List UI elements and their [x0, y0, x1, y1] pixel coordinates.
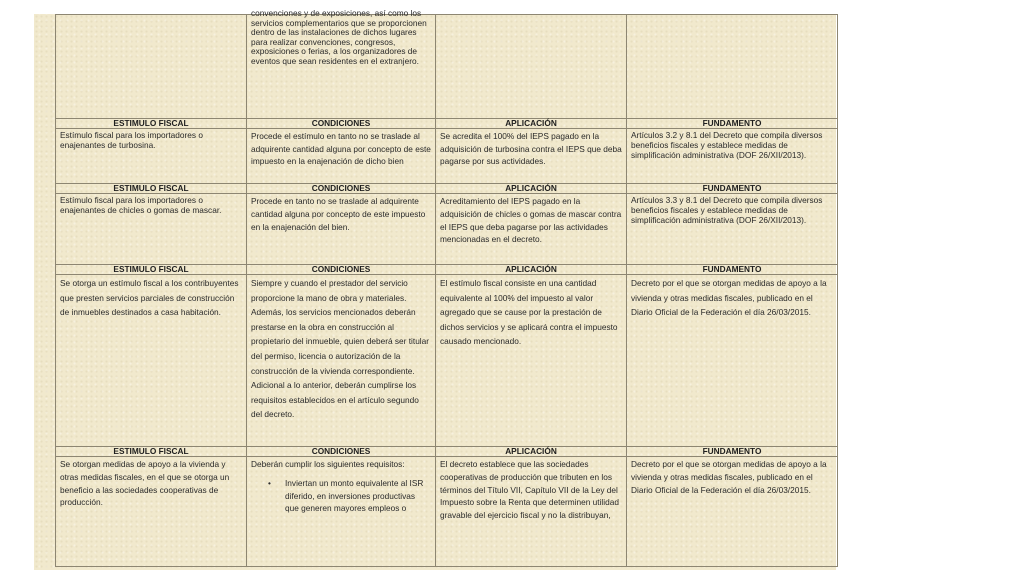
condiciones-cell: Siempre y cuando el prestador del servicio proporcione la mano de obra y materiales. Además, los servicios mencionados deberán prestarse en la obra en construcción al propietario del inmueble, quien deberá ser titular del permiso, licencia o autorización de la construcción de la vivienda correspondiente. Adicional a lo anterior, deberán cumplirse los requisitos establecidos en el artículo segundo del decreto.: [247, 275, 436, 447]
scanned-document-page: [34, 8, 836, 570]
table-row: [56, 15, 838, 119]
aplicacion-cell: Se acredita el 100% del IEPS pagado en la adquisición de turbosina contra el IEPS que deba pagarse por sus actividades.: [436, 129, 627, 184]
header-estimulo: ESTIMULO FISCAL: [56, 119, 247, 129]
header-row: [56, 447, 838, 457]
list-item: • Inviertan un monto equivalente al ISR diferido, en inversiones productivas que generen mayores empleos o: [285, 477, 431, 515]
table-row: [56, 129, 838, 184]
table-row: [56, 275, 838, 447]
fiscal-incentives-table: [55, 8, 838, 567]
header-estimulo: ESTIMULO FISCAL: [56, 184, 247, 194]
condiciones-cell: convenciones y de exposiciones, así como los servicios complementarios que se proporcionen dentro de las instalaciones de dichos lugares para realizar convenciones, congresos, exposiciones o ferias, a los organizadores de eventos que sean residentes en el extranjero.: [247, 15, 436, 119]
table-row: [56, 457, 838, 567]
header-row: [56, 184, 838, 194]
fundamento-cell: Decreto por el que se otorgan medidas de apoyo a la vivienda y otras medidas fiscales, publicado en el Diario Oficial de la Federación el día 26/03/2015.: [627, 457, 838, 567]
header-row: [56, 265, 838, 275]
estimulo-cell: Estímulo fiscal para los importadores o enajenantes de turbosina.: [56, 129, 247, 184]
requirements-intro: Deberán cumplir los siguientes requisitos:: [251, 459, 405, 469]
table-row: [56, 194, 838, 265]
aplicacion-cell: [436, 15, 627, 119]
header-aplicacion: APLICACIÓN: [436, 447, 627, 457]
aplicacion-cell: El estímulo fiscal consiste en una cantidad equivalente al 100% del impuesto al valor agregado que se cause por la prestación de dichos servicios y se aplicará contra el impuesto causado mencionado.: [436, 275, 627, 447]
header-condiciones: CONDICIONES: [247, 119, 436, 129]
condiciones-cell: Procede el estímulo en tanto no se traslade al adquirente cantidad alguna por concepto de este impuesto en la enajenación de dicho bien: [247, 129, 436, 184]
estimulo-cell: Se otorgan medidas de apoyo a la vivienda y otras medidas fiscales, en el que se otorga un beneficio a las sociedades cooperativas de producción.: [56, 457, 247, 567]
fundamento-cell: Artículos 3.2 y 8.1 del Decreto que compila diversos beneficios fiscales y establece medidas de simplificación administrativa (DOF 26/XII/2013).: [627, 129, 838, 184]
header-fundamento: FUNDAMENTO: [627, 119, 838, 129]
header-condiciones: CONDICIONES: [247, 447, 436, 457]
estimulo-cell: Se otorga un estímulo fiscal a los contribuyentes que presten servicios parciales de construcción de inmuebles destinados a casa habitación.: [56, 275, 247, 447]
requirements-list: [251, 477, 431, 515]
header-row: [56, 119, 838, 129]
fundamento-cell: [627, 15, 838, 119]
estimulo-cell: [56, 15, 247, 119]
condiciones-cell: [247, 457, 436, 567]
estimulo-cell: Estímulo fiscal para los importadores o enajenantes de chicles o gomas de mascar.: [56, 194, 247, 265]
header-fundamento: FUNDAMENTO: [627, 447, 838, 457]
fundamento-cell: Artículos 3.3 y 8.1 del Decreto que compila diversos beneficios fiscales y establece medidas de simplificación administrativa (DOF 26/XII/2013).: [627, 194, 838, 265]
header-aplicacion: APLICACIÓN: [436, 265, 627, 275]
header-aplicacion: APLICACIÓN: [436, 184, 627, 194]
aplicacion-cell: El decreto establece que las sociedades cooperativas de producción que tributen en los términos del Título VII, Capítulo VII de la Ley del Impuesto sobre la Renta que determinen utilidad gravable del ejercicio fiscal y no la distribuyan,: [436, 457, 627, 567]
header-estimulo: ESTIMULO FISCAL: [56, 447, 247, 457]
header-fundamento: FUNDAMENTO: [627, 184, 838, 194]
fundamento-cell: Decreto por el que se otorgan medidas de apoyo a la vivienda y otras medidas fiscales, publicado en el Diario Oficial de la Federación el día 26/03/2015.: [627, 275, 838, 447]
header-aplicacion: APLICACIÓN: [436, 119, 627, 129]
header-condiciones: CONDICIONES: [247, 184, 436, 194]
header-fundamento: FUNDAMENTO: [627, 265, 838, 275]
header-condiciones: CONDICIONES: [247, 265, 436, 275]
header-estimulo: ESTIMULO FISCAL: [56, 265, 247, 275]
condiciones-cell: Procede en tanto no se traslade al adquirente cantidad alguna por concepto de este impuesto en la enajenación del bien.: [247, 194, 436, 265]
aplicacion-cell: Acreditamiento del IEPS pagado en la adquisición de chicles o gomas de mascar contra el IEPS que deba pagarse por las actividades mencionadas en el decreto.: [436, 194, 627, 265]
